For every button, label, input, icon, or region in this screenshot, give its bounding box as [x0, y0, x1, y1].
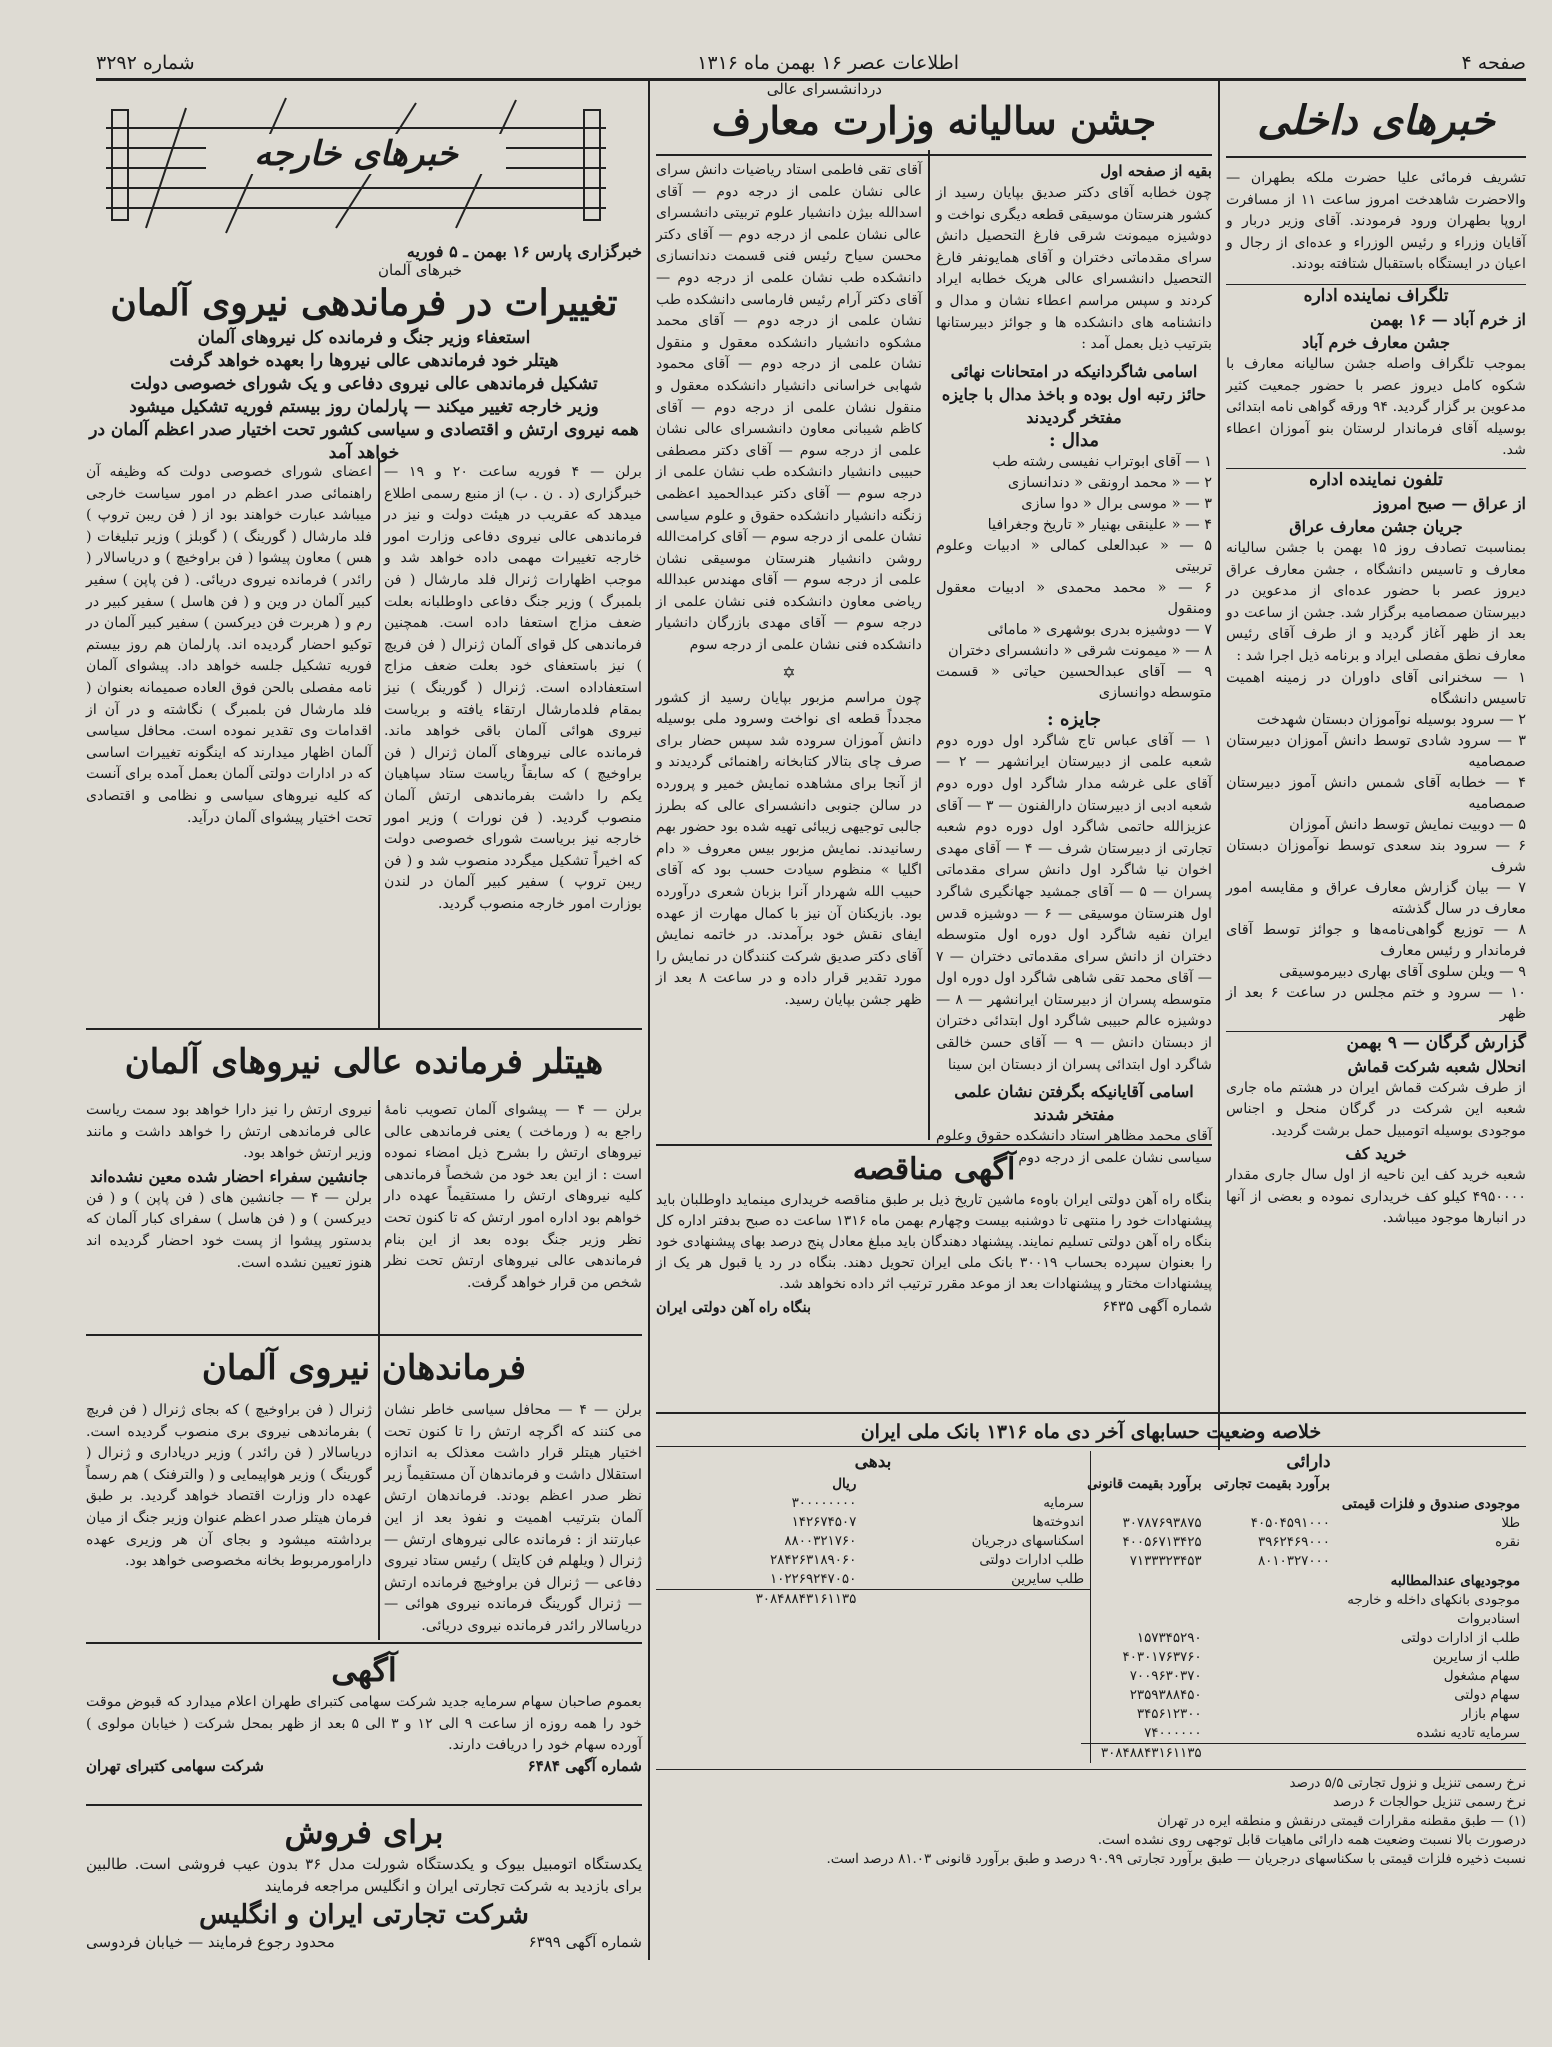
notice-heading: آگهی	[331, 1651, 397, 1689]
iraq-program-list	[1226, 668, 1526, 1025]
hitler-headline: هیتلر فرمانده عالی نیروهای آلمان	[124, 1042, 604, 1082]
table-row: اسنادبروات	[1457, 1612, 1520, 1627]
assets-heading: دارائی	[1286, 1452, 1331, 1472]
column-divider	[928, 150, 930, 1140]
medal-heading: مدال :	[1048, 429, 1100, 451]
tender-sign: بنگاه راه آهن دولتی ایران	[656, 1299, 812, 1316]
germany-story-right: برلن — ۴ فوریه ساعت ۲۰ و ۱۹ — خبرگزاری (د . ن . ب) از منبع رسمی اطلاع میدهد که عقریب در هیئت دولت و نیز در فرماندهی عالی نیروی دفاعی وزارت امور خارجه تغییرات مهمی داده خواهد شد و موجب اظهارات ژنرال فلد مارشال ( فن بلمبرگ ) وزیر جنگ دفاعی داوطلبانه بعلت ضعف مزاج استعفا داده است. همچنین فرماندهی کل قوای آلمان ژنرال ( فن فریچ ) نیز باستعفای خود بعلت ضعف مزاج استعفاداده است. ژنرال ( گورینگ ) نیز بمقام فلدمارشال ارتقاء یافته و بریاست نیروی هوائی آلمان باقی خواهد ماند. فرمانده عالی نیروهای آلمان ژنرال ( فن براوخیچ ) که سابقاً ریاست ستاد سپاهیان یکم را داشت بفرماندهی ارتش آلمان منصوب گردید. ( فن نورات ) وزیر امور خارجه نیز بریاست شورای خصوصی دولت که اخیراً تشکیل میگردد منصوب شد و ( فن ریبن تروپ ) سفیر کبیر آلمان در لندن بوزارت امور خارجه منصوب گردید.	[384, 464, 643, 912]
notice-body: بعموم صاحبان سهام سرمایه جدید شرکت سهامی کتبرای طهران اعلام میدارد که قبوض موقت خود را همه روزه از ساعت ۹ الی ۱۲ و ۳ الی ۵ بعد از ظهر بمحل شرکت ( خیابان مولوی ) آورده سهام خود را دریافت دارند.	[86, 1694, 643, 1754]
program-item: ۱۰ — سرود و ختم مجلس در ساعت ۶ بعد از ظهر	[1226, 984, 1526, 1022]
tender-number: شماره آگهی ۶۴۳۵	[1102, 1299, 1212, 1315]
column-divider	[378, 458, 380, 1028]
wire-credit: خبرگزاری پارس ۱۶ بهمن ـ ۵ فوریه	[406, 242, 642, 261]
subhead: وزیر خارجه تغییر میکند — پارلمان روز بیستم فوریه تشکیل میشود	[129, 397, 599, 417]
kaf-title: خرید کف	[1345, 1144, 1407, 1164]
table-row: طلب از ادارات دولتی ۱۵۷۳۴۵۲۹۰	[1136, 1631, 1520, 1646]
medal-item: ۴ — « علینقی بهنیار « تاریخ وجغرافیا	[987, 516, 1212, 533]
bank-note: نرخ رسمی تنزیل حوالجات ۶ درصد	[1332, 1795, 1526, 1810]
gorgan-title: انحلال شعبه شرکت قماش	[1347, 1056, 1526, 1076]
section-rule	[656, 1412, 1526, 1414]
tender-footer	[656, 1299, 1212, 1316]
ministry-byline: دردانشسرای عالی	[766, 80, 882, 98]
prize-list: ۱ — آقای عباس تاج شاگرد اول دوره دوم شعبه علمی از دبیرستان ایرانشهر — ۲ — آقای علی غرشه مدار شاگرد اول دوره دوم شعبه ادبی از دبیرستان دارالفنون — ۳ — آقای عزیزالله حاتمی شاگرد اول دوره دوم شعبه تجارتی از دبیرستان شرف — ۴ — آقای مهدی اخوان نیا شاگرد اول دانش سرای مقدماتی پسران — ۵ — آقای جمشید جهانگیری شاگرد اول هنرستان موسیقی — ۶ — دوشیزه قدس ایران نفیه شاگرد اول دوره اول متوسطه دختران از دانش سرای مقدماتی دختران — ۷ — آقای محمد تقی شاهی شاگرد اول دوره اول متوسطه پسران از دبیرستان ایرانشهر — ۸ — دوشیزه عالم حبیبی شاگرد اول ابتدائی دختران از دبستان دانش — ۹ — آقای حسن خالقی شاگرد اول ابتدائی پسران از دبستان ابن سینا	[936, 732, 1213, 1073]
domestic-news-heading: خبرهای داخلی	[1226, 86, 1526, 158]
bank-notes	[656, 1769, 1526, 1869]
table-header-row	[656, 1474, 1090, 1494]
subhead: تشکیل فرماندهی عالی نیروی دفاعی و یک شورای خصوصی دولت	[130, 374, 598, 394]
program-item: ۷ — بیان گزارش معارف عراق و مقایسه امور معارف در سال گذشته	[1226, 879, 1526, 917]
commanders-story-right: برلن — ۴ — محافل سیاسی خاطر نشان می کنند که اگرچه ارتش را تا کنون تحت اختیار هیتلر قرار داشت معذلک به اندازه استقلال داشت و فرماندهان آن مستقیماً زیر نظر صدر اعظم بودند. فرماندهان ارتش آلمان بترتیب اهمیت و نفوذ بعد از این عبارتند از : فرمانده عالی نیروهای ارتش — ژنرال ( ویلهلم فن کایتل ) رئیس ستاد نیروی دفاعی — ژنرال فن براوخیچ فرمانده ارتش — ژنرال گورینگ فرمانده نیروی هوائی — دریاسالار رائدر فرمانده نیروی دریائی.	[384, 1402, 643, 1634]
issue-number: شماره ۳۲۹۲	[96, 52, 195, 74]
column-divider	[1218, 80, 1220, 1450]
bank-note: نسبت ذخیره فلزات قیمتی با سکناسهای درجریان — طبق برآورد تجارتی ۹۰.۹۹ درصد و طبق برآورد قانونی ۸۱.۰۳ درصد است.	[826, 1852, 1526, 1867]
commanders-headline-box	[86, 1340, 642, 1396]
kaf-body: شعبه خرید کف این ناحیه از اول سال جاری مقدار ۴۹۵۰۰۰۰ کیلو کف خریداری نموده و بعضی از آنها در انبارها موجود میباشد.	[1226, 1167, 1526, 1227]
medal-item: ۱ — آقای ابوتراب نفیسی رشته طب	[992, 453, 1212, 470]
medal-list	[936, 452, 1212, 704]
hitler-story-text: نیروی ارتش را نیز دارا خواهد بود سمت ریاست عالی فرماندهی ارتش را خواهد داشت و مانند وزیر ارتش خواهد بود.	[86, 1102, 372, 1162]
program-item: ۲ — سرود بوسیله نوآموزان دبستان شهدخت	[1256, 711, 1526, 728]
shareholders-notice	[86, 1648, 642, 1798]
ministry-right-subcolumn	[936, 160, 1213, 1166]
sale-number: شماره آگهی ۶۳۹۹	[528, 1933, 642, 1952]
page-number: صفحه ۴	[1461, 52, 1526, 74]
program-item: ۴ — خطابه آقای شمس دانش آموز دبیرستان صمصامیه	[1226, 774, 1526, 812]
sale-body: یکدستگاه اتومبیل بیوک و یکدستگاه شورلت مدل ۳۶ بدون عیب فروشی است. طالبین برای بازدید به شرکت تجارتی ایران و انگلیس مراجعه فرمایند	[86, 1855, 643, 1895]
bank-note: درصورت بالا نسبت وضعیت همه دارائی ماهیات قابل توجهی روی نشده است.	[1097, 1833, 1526, 1848]
commanders-story-left: ژنرال ( فن براوخیچ ) که بجای ژنرال ( فن فریچ ) بفرماندهی نیروی بری منصوب گردیده است. دریاسالار ( فن رائدر ) وزیر دریاداری و ژنرال ( گورینگ ) وزیر هواپیمایی و ( والترفنک ) هم رسماً عهده دار وزارت اقتصاد خواهد گردید. بر طبق فرمان هیتلر صدر اعظم عنوان وزیر جنگ از میان برداشته میشود و بجای آن هر وزیری عهده دارامورمربوط بخانه مخصوصی خواهد بود.	[86, 1402, 372, 1570]
medal-item: ۹ — آقای عبدالحسین حیاتی « قسمت متوسطه دوانسازی	[936, 663, 1212, 701]
khorramabad-dateline: از خرم آباد — ۱۶ بهمن	[1370, 309, 1526, 329]
subhead: همه نیروی ارتش و اقتصادی و سیاسی کشور تحت اختیار صدر اعظم آلمان در خواهد آمد	[89, 420, 639, 463]
commanders-headline: فرماندهان نیروی آلمان	[201, 1348, 527, 1388]
table-row: نقره ۳۹۶۲۴۶۹۰۰۰ ۴۰۰۵۶۷۱۳۴۲۵	[1122, 1535, 1520, 1550]
column-divider	[648, 80, 650, 1960]
foreign-lead	[86, 242, 642, 463]
subhead: هیتلر خود فرماندهی عالی نیروها را بعهده خواهد گرفت	[169, 351, 559, 371]
ceremony-body: چون مراسم مزبور بپایان رسید از کشور مجدداً قطعه ای نواخت وسرود ملی بوسیله دانش آموزان سروده شد سپس حضار برای صرف چای بتالار کتابخانه راهنمائی گردیدند و از آنجا برای مشاهده نمایش خمیر و پرورده در سالن جنوبی دانشسرای عالی که بطرز جالبی توجیهی زیبائی تهیه شده بود حضور بهم رسانیدند. نمایش مزبور بیس معروف « دام اگلیا » منظوم سیادت حسب بود که آقای حبیب الله شهردار آنرا بزبان شعری درآورده بود. بازیکنان آن نیز با کمال مهارت از عهده ایفای نقش خود برآمدند. در خاتمه نمایش آقای دکتر صدیق شرکت کنندگان در نمایش را مورد تقدیر قرار داده و در ساعت ۸ بعد از ظهر جشن بپایان رسید.	[656, 689, 922, 1008]
germany-story-left: اعضای شورای خصوصی دولت که وظیفه آن راهنمائی صدر اعظم در امور سیاست خارجی میباشد عبارت خواهند بود از ( فن ریبن تروپ ) فلد مارشال ( گورینگ ) ( گوبلز ) وزیر تبلیغات ( هس ) معاون پیشوا ( فن براوخیچ ) و دریاسالار ( رائدر ) فرمانده نیروی دریائی. ( فن پاپن ) سفیر کبیر آلمان در وین و ( فن هاسل ) سفیر کبیر در رم و ( هربرت فن دیرکسن ) سفیر کبیر آلمان در توکیو احضار گردیده اند. پارلمان هم روز بیستم فوریه تشکیل جلسه خواهد داد. پیشوای آلمان نامه مفصلی بالحن فوق العاده صمیمانه بعنوان ( فلد مارشال فن بلمبرگ ) نگاشته و در آن از اقدامات وی تقدیر نموده است. محافل سیاسی آلمان اظهار میدارند که اینگونه تغییرات اساسی که در ادارات دولتی آلمان بعمل آمده برای آنست که کلیه نیروهای سیاسی و نظامی و اقتصادی تحت اختیار پیشوای آلمان درآید.	[86, 464, 372, 826]
bank-assets	[1087, 1451, 1526, 1763]
total-row: ۳۰۸۴۸۸۴۳۱۶۱۱۳۵	[656, 1590, 1090, 1610]
bank-note: (۱) — طبق مقطنه مقرارات قیمتی درنقش و منطقه ایره در تهران	[1157, 1814, 1526, 1829]
bank-note: نرخ رسمی تنزیل و نزول تجارتی ۵/۵ درصد	[1289, 1776, 1526, 1791]
medal-item: ۷ — دوشیزه بدری بوشهری « مامائی	[987, 621, 1212, 638]
domestic-news-column	[1226, 86, 1526, 1456]
bank-tables	[656, 1451, 1526, 1763]
foreign-news-banner	[86, 88, 626, 238]
foreign-news-heading: خبرهای خارجه	[206, 134, 506, 174]
table-row: طلب از سایرین ۴۰۳۰۱۷۶۳۷۶۰	[1122, 1650, 1520, 1665]
sale-company: شرکت تجارتی ایران و انگلیس	[199, 1900, 529, 1931]
notice-sign: شرکت سهامی کتبرای تهران	[86, 1756, 264, 1775]
sale-heading: برای فروش	[284, 1813, 444, 1851]
telegram-heading: تلگراف نماینده اداره	[1226, 284, 1526, 308]
sale-address: محدود رجوع فرمایند — خیابان فردوسی	[86, 1933, 335, 1952]
medal-item: ۸ — « میمونت شرقی « دانشسرای دختران	[947, 642, 1212, 659]
hitler-headline-box	[86, 1034, 642, 1094]
medal-item: ۵ — « عبدالعلی کمالی « ادبیات وعلوم تربیتی	[936, 537, 1212, 575]
graduates-heading: اسامی شاگردانیکه در امتحانات نهائی حائز رتبه اول بوده و باخذ مدال با جایزه مفتخر گردیدند	[941, 361, 1207, 427]
col-head-legal: برآورد بقیمت قانونی	[1087, 1476, 1202, 1492]
bank-liabilities	[656, 1451, 1090, 1763]
table-row: سهام مشغول ۷۰۰۹۶۳۰۳۷۰	[1129, 1669, 1520, 1684]
separator-star: ✡	[782, 662, 796, 682]
awards-list: آقای تقی فاطمی استاد ریاضیات دانش سرای عالی نشان علمی از درجه دوم — آقای اسدالله بیژن دانشیار علوم تربیتی دانشسرای عالی نشان علمی از درجه دوم — آقای دکتر محسن سیاح رئیس فنی قسمت دندانسازی دانشکده طب نشان علمی از درجه دوم — آقای دکتر آرام رئیس فارماسی دانشکده طب نشان علمی از درجه دوم — آقای محمد مشکوه دانشیار دانشکده معقول و منقول نشان علمی از درجه دوم — آقای محمود شهابی خراسانی دانشیار دانشکده معقول و منقول نشان علمی از درجه دوم — آقای کاظم شیبانی معاون دانشسرای عالی نشان علمی از درجه سوم — آقای دکتر مصطفی حبیبی دانشیار دانشکده طب نشان علمی از درجه سوم — آقای دکتر عبدالحمید اعظمی زنگنه دانشیار دانشکده حقوق و علوم سیاسی نشان علمی از درجه سوم — آقای کرامت‌الله روشن دانشیار هنرستان موسیقی نشان علمی از درجه سوم — آقای مهندس عبدالله ریاضی معاون دانشکده فنی نشان علمی از درجه سوم — آقای مهدی بازرگان دانشیار دانشکده فنی نشان علمی از درجه سوم	[656, 162, 922, 654]
envoys-body: برلن — ۴ — جانشین های ( فن پاپن ) و ( فن دیرکسن ) و ( فن هاسل ) سفرای کبار آلمان که بدستور پیشوا از پست خود احضار گردیده اند هنوز تعیین نشده است.	[86, 1189, 372, 1271]
prize-heading: جایزه :	[1047, 708, 1101, 730]
subhead: استعفاء وزیر جنگ و فرمانده کل نیروهای آلمان	[197, 328, 531, 348]
program-item: ۸ — توزیع گواهی‌نامه‌ها و جوائز توسط آقای فرماندار و رئیس معارف	[1226, 921, 1526, 959]
domestic-intro: تشریف فرمائی علیا حضرت ملکه بطهران — والاحضرت شاهدخت امروز ساعت ۱۱ از مسافرت اروپا بطهران ورود فرمودند. آقای وزیر دربار و آقایان وزراء و رئیس الوزراء و عده‌ای از رجال و اعیان در ایستگاه باستقبال شتافته بودند.	[1226, 170, 1526, 273]
liabilities-heading: بدهی	[854, 1452, 892, 1472]
continued-from: بقیه از صفحه اول	[1100, 162, 1212, 180]
for-sale-ad	[86, 1810, 642, 1960]
section-rule	[86, 1028, 642, 1030]
table-row: اسکناسهای درجریان ۸۸۰۰۳۲۱۷۶۰	[784, 1534, 1084, 1549]
tender-notice	[656, 1150, 1212, 1410]
gorgan-body: از طرف شرکت قماش ایران در هشتم ماه جاری شعبه این شرکت در گرگان منحل و اجناس موجودی بوسیله اتومبیل حمل برشت گردید.	[1226, 1079, 1526, 1139]
medal-item: ۶ — « محمد محمدی « ادبیات معقول ومنقول	[936, 579, 1212, 617]
ministry-header	[656, 80, 1212, 150]
tender-heading: آگهی مناقصه	[852, 1152, 1016, 1187]
section-rule	[656, 1144, 1212, 1146]
table-row: طلا ۴۰۵۰۴۵۹۱۰۰۰ ۳۰۷۸۷۶۹۳۸۷۵	[1122, 1516, 1520, 1531]
page-header	[96, 46, 1526, 81]
sale-footer	[86, 1933, 642, 1951]
medal-item: ۳ — « موسی برال « دوا سازی	[1021, 495, 1212, 512]
iraq-title: جریان جشن معارف عراق	[1289, 516, 1463, 536]
program-item: ۱ — سخنرانی آقای داوران در زمینه اهمیت تاسیس دانشگاه	[1226, 669, 1526, 707]
table-row: موجودیهای عندالمطالبه	[1390, 1573, 1520, 1589]
table-row: طلب ادارات دولتی ۲۸۴۲۶۳۱۸۹۰۶۰	[769, 1553, 1084, 1568]
total-row: ۳۰۸۴۸۸۴۳۱۶۱۱۳۵	[1081, 1744, 1526, 1764]
honor-body: آقای محمد مظاهر استاد دانشکده حقوق وعلوم سیاسی نشان علمی از درجه دوم	[936, 1128, 1212, 1166]
khorramabad-title: جشن معارف خرم آباد	[1301, 332, 1451, 352]
table-row: سرمایه ۳۰۰۰۰۰۰۰۰	[791, 1496, 1084, 1511]
ministry-left-subcolumn	[656, 160, 922, 1140]
program-item: ۶ — سرود بند سعدی توسط نوآموزان دبستان شرف	[1226, 837, 1526, 875]
col-head-rial: ریال	[832, 1476, 857, 1492]
liabilities-table	[656, 1474, 1090, 1609]
kicker: خبرهای آلمان	[377, 261, 462, 279]
phone-heading: تلفون نماینده اداره	[1226, 468, 1526, 492]
hitler-story-right: برلن — ۴ — پیشوای آلمان تصویب نامهٔ راجع به ( ورماخت ) یعنی فرماندهی عالی نیروهای ارتش را بشرح ذیل امضاء نموده است : از این بعد خود من شخصاً فرماندهی کلیه نیروهای ارتش را مستقیماً عهده دار خواهم بود اداره امور ارتش که تا کنون تحت نظر وزیر جنگ بوده بعد از این بنام فرماندهی عالی نیروهای ارتش تحت نظر شخص من قرار خواهد گرفت.	[384, 1102, 642, 1291]
notice-number: شماره آگهی ۶۴۸۴	[527, 1756, 642, 1775]
section-rule	[86, 1804, 642, 1806]
program-item: ۹ — ویلن سلوی آقای بهاری دبیرموسیقی	[1279, 963, 1526, 980]
program-item: ۵ — دوبیت نمایش توسط دانش آموزان	[1289, 816, 1526, 833]
section-rule	[86, 1334, 642, 1336]
medal-item: ۲ — « محمد ارونقی « دندانسازی	[1007, 474, 1212, 491]
bank-statement	[656, 1418, 1526, 1908]
gorgan-heading: گزارش گرگان — ۹ بهمن	[1226, 1031, 1526, 1055]
ministry-headline: جشن سالیانه وزارت معارف	[711, 98, 1157, 143]
iraq-body: بمناسبت تصادف روز ۱۵ بهمن با جشن سالیانه معارف و تاسیس دانشگاه ، جشن معارف عراق دیروز عصر با حضور عده‌ای از مدعوین در دبیرستان صمصامیه برگزار شد. جشن از ساعت دو بعد از ظهر آغاز گردید و از طرف آقای رئیس معارف نطق مفصلی ایراد و برنامه ذیل اجرا شد :	[1226, 539, 1526, 664]
table-row: موجودی صندوق و فلزات قیمتی	[1341, 1496, 1520, 1512]
col-head-trade: برآورد بقیمت تجارتی	[1213, 1476, 1330, 1492]
headline-rule	[656, 154, 1212, 156]
notice-footer	[86, 1757, 642, 1775]
ministry-intro: چون خطابه آقای دکتر صدیق بپایان رسید از کشور هنرستان موسیقی قطعه دیگری نواخت و دوشیزه میمونت شرقی فارغ التحصیل دانش سرای مقدماتی دختران و آقای همایونفر فارغ التحصیل دانشسرای عالی هریک خطابه ایراد کردند و سپس مراسم اعطاء نشان و مدال و دانشنامه های دانشکده ها و جوائز دبیرستانها بترتیب ذیل بعمل آمد :	[936, 185, 1212, 353]
table-header-row	[1081, 1474, 1526, 1494]
issue-date: اطلاعات عصر ۱۶ بهمن ماه ۱۳۱۶	[697, 52, 960, 74]
honor-heading: اسامی آقایانیکه بگرفتن نشان علمی مفتخر شدند	[954, 1082, 1194, 1125]
hitler-story-left	[86, 1100, 372, 1330]
table-row: اندوخته‌ها ۱۴۲۶۷۴۵۰۷	[791, 1515, 1084, 1530]
tender-body: بنگاه راه آهن دولتی ایران باوهء ماشین تاریخ ذیل بر طبق مناقصه خریداری مینماید داوطلبان باید پیشنهادات خود را منتهی تا دوشنبه بیست وچهارم بهمن ماه ۱۳۱۶ ساعت ده صبح بدفتر اداره کل بنگاه راه آهن دولتی تسلیم نمایند. پیشنهاد دهندگان باید مبلغ معادل پنج درصد بهای پیشنهادی خود را بعنوان سپرده بحساب ۳۰۰۱۹ بانک ملی ایران تحویل دهند. بنگاه در رد یا قبول هر یک از پیشنهادات مختار و پیشنهادات بعد از موعد مقرر ترتیب اثر داده نخواهد شد.	[656, 1192, 1213, 1292]
envoys-subhead: جانشین سفراء احضار شده معین نشده‌اند	[90, 1166, 368, 1186]
program-item: ۳ — سرود شادی توسط دانش آموزان دبیرستان صمصامیه	[1226, 732, 1526, 770]
table-row: ۸۰۱۰۳۲۷۰۰۰ ۷۱۳۳۳۲۳۴۵۳	[1129, 1554, 1330, 1569]
table-row: سهام بازار ۳۴۵۶۱۲۳۰۰	[1136, 1707, 1520, 1722]
iraq-dateline: از عراق — صبح امروز	[1374, 493, 1526, 513]
table-row: موجودی بانکهای داخله و خارجه	[1347, 1593, 1520, 1608]
assets-table	[1081, 1474, 1526, 1763]
table-row: سرمایه تادیه نشده ۷۴۰۰۰۰۰۰	[1144, 1726, 1520, 1741]
section-rule	[86, 1642, 642, 1644]
table-row: طلب سایرین ۱۰۲۲۶۹۲۴۷۰۵۰	[769, 1572, 1084, 1587]
germany-headline: تغییرات در فرماندهی نیروی آلمان	[110, 282, 618, 324]
table-row: سهام دولتی ۲۳۵۹۳۸۸۴۵۰	[1129, 1688, 1520, 1703]
bank-title: خلاصه وضعیت حسابهای آخر دی ماه ۱۳۱۶ بانک ملی ایران	[656, 1418, 1526, 1447]
khorramabad-body: بموجب تلگراف واصله جشن سالیانه معارف با شکوه کامل دیروز عصر با حضور جمعیت کثیر مدعوین بر گزار گردید. ۹۴ ورقه گواهی نامه ابتدائی بوسیله آقای فرماندار لرستان بنو آموزان اعطاء شد.	[1226, 355, 1526, 459]
